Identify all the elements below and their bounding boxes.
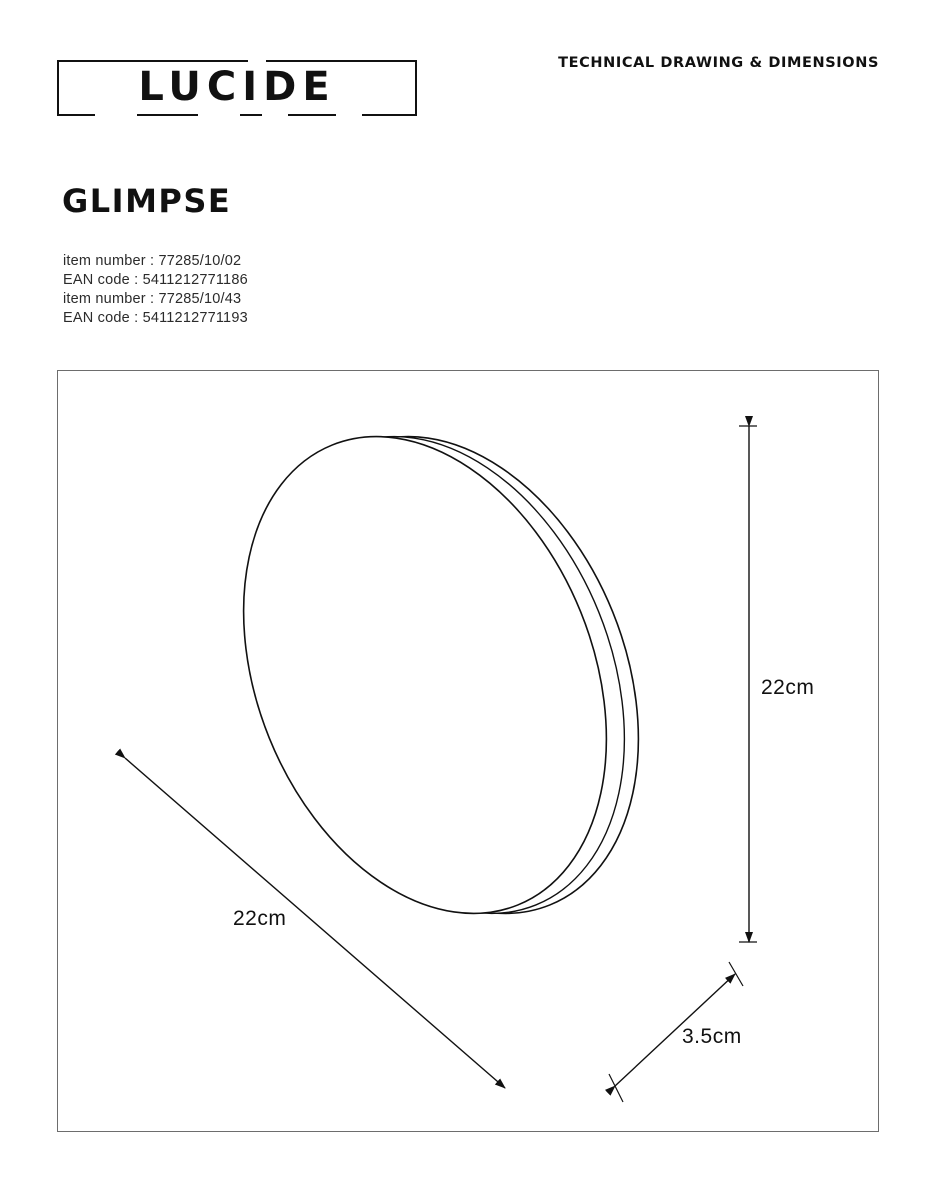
item-number-2: item number : 77285/10/43 [63,291,242,307]
item-number-1: item number : 77285/10/02 [63,253,242,269]
logo-notch [95,112,137,120]
height-dimension-label: 22cm [761,676,815,699]
product-codes [63,252,248,328]
logo-notch [248,56,266,64]
lamp-front-face [176,382,673,968]
logo-notch [198,112,240,120]
logo-notch [336,112,362,120]
drawing-svg [57,370,879,1132]
depth-tick-left [609,1074,623,1102]
product-name: GLIMPSE [62,182,232,220]
ean-code-2: EAN code : 5411212771193 [63,310,248,326]
technical-drawing [57,370,879,1132]
diameter-dimension-label: 22cm [233,907,287,930]
logo-notch [262,112,288,120]
ean-code-1: EAN code : 5411212771186 [63,272,248,288]
brand-logo-text: LUCIDE [138,64,336,110]
depth-tick-right [729,962,743,986]
document-title: TECHNICAL DRAWING & DIMENSIONS [558,55,879,71]
page-header [0,0,936,140]
depth-dimension-label: 3.5cm [682,1025,742,1048]
